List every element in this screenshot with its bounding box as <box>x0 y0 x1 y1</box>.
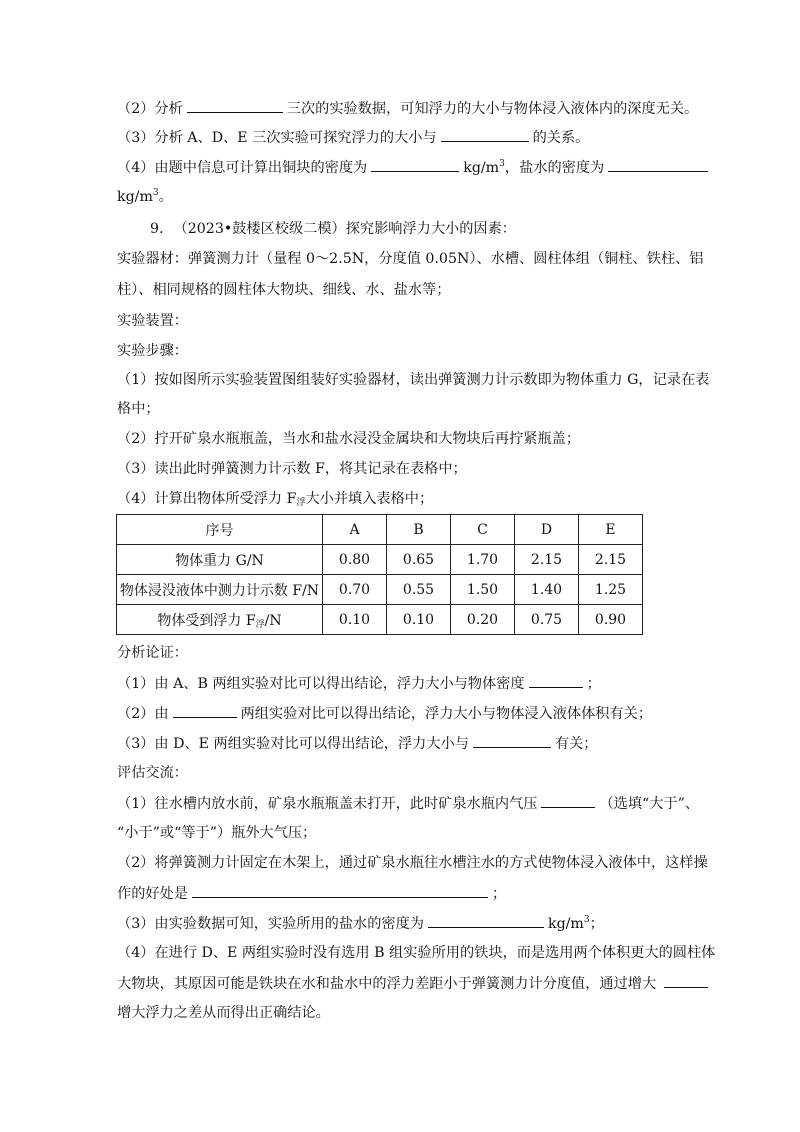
table-row <box>117 605 643 635</box>
analysis-heading: 分析论证： <box>117 645 188 661</box>
table-cell: 1.25 <box>579 575 643 605</box>
analysis-3: （3）由 D、E 两组实验对比可以得出结论，浮力大小与 有关； <box>117 733 597 754</box>
table-row <box>117 575 643 605</box>
answer-blank[interactable] <box>529 673 583 688</box>
evaluation-3: （3）由实验数据可知，实验所用的盐水的密度为 $kg/m^3$； <box>117 915 604 932</box>
answer-blank[interactable] <box>608 157 708 172</box>
step-1: （1）按如图所示实验装置图组装好实验器材，读出弹簧测力计示数即为物体重力 G，记录在表 <box>117 372 710 388</box>
evaluation-2: （2）将弹簧测力计固定在木架上，通过矿泉水瓶往水槽注水的方式使物体浸入液体中，这样操 <box>117 855 708 871</box>
answer-blank[interactable] <box>428 913 544 928</box>
step-4: （4）计算出物体所受浮力 $F_浮$大小并填入表格中； <box>117 491 434 508</box>
evaluation-4-end: 增大浮力之差从而得出正确结论。 <box>117 1005 330 1021</box>
table-cell: 1.50 <box>451 575 515 605</box>
table-cell: 0.75 <box>515 605 579 635</box>
table-cell: 0.10 <box>323 605 387 635</box>
analysis-2: （2）由 两组实验对比可以得出结论，浮力大小与物体浸入液体体积有关； <box>117 703 652 724</box>
table-row <box>117 545 643 575</box>
table-cell: 0.10 <box>387 605 451 635</box>
data-table <box>116 514 643 635</box>
answer-blank[interactable] <box>187 98 283 113</box>
materials-line-1: 实验器材：弹簧测力计（量程 0～2.5N，分度值 0.05N）、水槽、圆柱体组（铜柱、铁柱、铝 <box>117 251 704 267</box>
answer-blank[interactable] <box>173 703 237 718</box>
table-cell: 2.15 <box>515 545 579 575</box>
question-3: （3）分析 A、D、E 三次实验可探究浮力的大小与 的关系。 <box>117 127 589 148</box>
answer-blank[interactable] <box>192 883 488 898</box>
evaluation-4: （4）在进行 D、E 两组实验时没有选用 B 组实验所用的铁块，而是选用两个体积更大的圆柱体 <box>117 945 716 961</box>
table-header-row <box>117 515 643 545</box>
evaluation-1-continued: “小于”或“等于”）瓶外大气压； <box>117 825 317 841</box>
answer-blank[interactable] <box>664 973 708 988</box>
answer-blank[interactable] <box>541 793 595 808</box>
question-2: （2）分析 三次的实验数据，可知浮力的大小与物体浸入液体内的深度无关。 <box>117 98 698 119</box>
table-cell: 0.65 <box>387 545 451 575</box>
materials-line-2: 柱）、相同规格的圆柱体大物块、细线、水、盐水等； <box>117 282 451 298</box>
evaluation-1: （1）往水槽内放水前，矿泉水瓶瓶盖未打开，此时矿泉水瓶内气压 （选填“大于”、 <box>117 793 699 814</box>
step-1-continued: 格中； <box>117 401 160 417</box>
table-header-cell: E <box>579 515 643 545</box>
step-3: （3）读出此时弹簧测力计示数 F，将其记录在表格中； <box>117 461 467 477</box>
table-header-cell: A <box>323 515 387 545</box>
table-header-cell: C <box>451 515 515 545</box>
analysis-1: （1）由 A、B 两组实验对比可以得出结论，浮力大小与物体密度 ； <box>117 673 601 694</box>
table-cell: 2.15 <box>579 545 643 575</box>
row-label: 物体重力 G/N <box>117 545 323 575</box>
table-header-cell: D <box>515 515 579 545</box>
row-label: 物体受到浮力 $F_浮/N$ <box>117 605 323 635</box>
apparatus-heading: 实验装置： <box>117 313 188 329</box>
question-4-continued: $kg/m^3$。 <box>117 188 173 205</box>
problem-9-title: 9. （2023•鼓楼区校级二模）探究影响浮力大小的因素： <box>150 221 516 237</box>
table-header-cell: 序号 <box>117 515 323 545</box>
table-cell: 0.70 <box>323 575 387 605</box>
table-cell: 1.40 <box>515 575 579 605</box>
question-4: （4）由题中信息可计算出铜块的密度为 $kg/m^3$，盐水的密度为 <box>117 157 712 178</box>
steps-heading: 实验步骤： <box>117 343 188 359</box>
table-cell: 0.80 <box>323 545 387 575</box>
table-cell: 1.70 <box>451 545 515 575</box>
table-cell: 0.55 <box>387 575 451 605</box>
row-label: 物体浸没液体中测力计示数 F/N <box>117 575 323 605</box>
answer-blank[interactable] <box>473 733 551 748</box>
answer-blank[interactable] <box>441 127 529 142</box>
evaluation-2-continued: 作的好处是 ； <box>117 883 506 904</box>
evaluation-4-continued: 大物块，其原因可能是铁块在水和盐水中的浮力差距小于弹簧测力计分度值，通过增大 <box>117 973 712 994</box>
table-cell: 0.90 <box>579 605 643 635</box>
table-cell: 0.20 <box>451 605 515 635</box>
evaluation-heading: 评估交流： <box>117 765 188 781</box>
answer-blank[interactable] <box>371 157 459 172</box>
step-2: （2）拧开矿泉水瓶瓶盖，当水和盐水浸没金属块和大物块后再拧紧瓶盖； <box>117 431 581 447</box>
table-header-cell: B <box>387 515 451 545</box>
